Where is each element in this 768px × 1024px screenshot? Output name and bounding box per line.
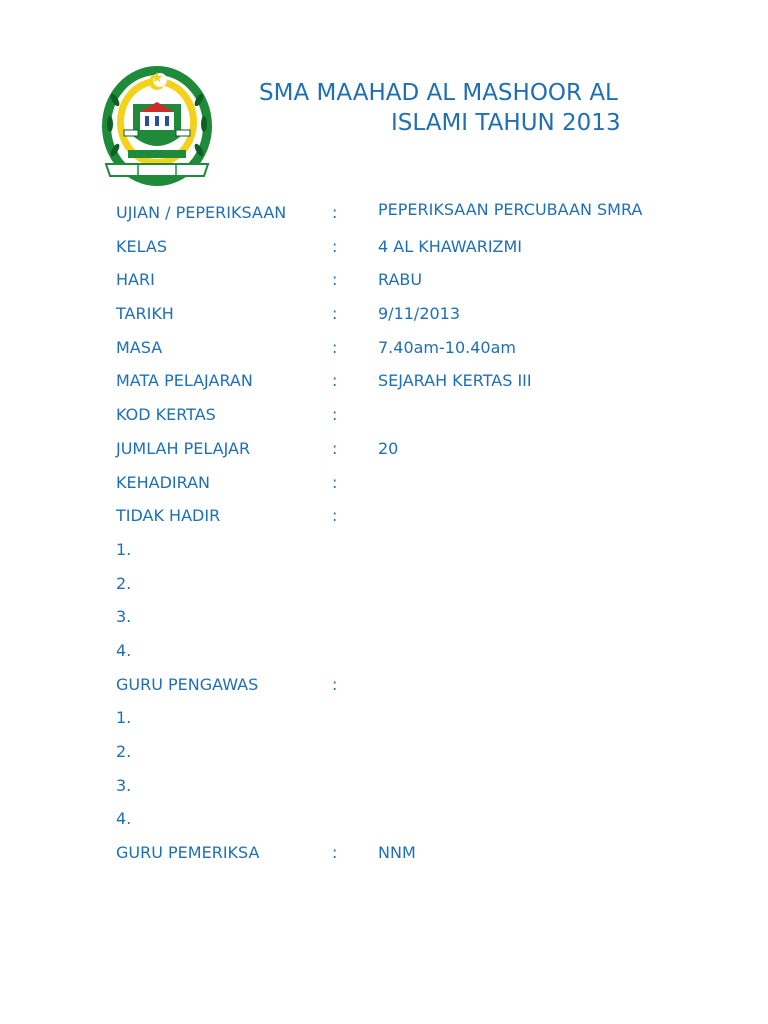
form-row-value: 20 [378,438,399,458]
form-row-label: GURU PEMERIKSA [116,843,260,863]
form-row [116,567,736,601]
form-row-value: PEPERIKSAAN PERCUBAAN SMRA [378,200,643,219]
form-row-label: 2. [116,742,132,761]
form-row-value: NNM [378,843,416,863]
form-row-value: RABU [378,270,423,290]
form-row-colon: : [332,270,338,290]
form-row-colon: : [332,203,338,222]
form-row [116,634,736,668]
form-row-label: 3. [116,607,132,627]
form-row [116,701,736,735]
form-row [116,196,736,230]
form-row-value: 9/11/2013 [378,304,461,324]
form-row-colon: : [332,506,338,526]
school-crest-logo [100,64,214,188]
page-title [235,78,685,138]
form-row [116,297,736,331]
form-row-label: JUMLAH PELAJAR [116,438,251,458]
form-row-colon: : [332,371,338,391]
form-row-colon: : [332,472,338,492]
exam-details-form [116,196,736,870]
form-row-colon: : [332,405,338,425]
form-row-label: TIDAK HADIR [116,506,221,526]
form-row [116,533,736,567]
form-row [116,466,736,500]
form-row-label: 1. [116,708,132,728]
form-row [116,398,736,432]
form-row-label: 4. [116,640,132,660]
form-row-label: UJIAN / PEPERIKSAAN [116,203,287,222]
form-row [116,331,736,365]
form-row-label: TARIKH [116,304,174,324]
form-row [116,364,736,398]
form-row-value: 4 AL KHAWARIZMI [378,236,523,256]
form-row-label: 1. [116,539,132,559]
form-row [116,499,736,533]
school-crest-icon [100,64,214,188]
form-row [116,230,736,264]
form-row [116,769,736,803]
title-line-1: SMA MAAHAD AL MASHOOR AL [259,80,618,106]
form-row-label: KOD KERTAS [116,405,216,425]
form-row [116,432,736,466]
form-row-label: KEHADIRAN [116,472,210,492]
form-row [116,836,736,870]
form-row-label: HARI [116,270,155,290]
form-row-label: 2. [116,573,132,593]
form-row [116,735,736,769]
form-row-colon: : [332,438,338,458]
form-row [116,802,736,836]
form-row [116,668,736,702]
form-row-value: 7.40am-10.40am [378,337,516,357]
form-row-label: MATA PELAJARAN [116,371,253,391]
form-row-label: KELAS [116,236,167,256]
form-row-colon: : [332,674,338,694]
form-row-label: GURU PENGAWAS [116,674,259,694]
form-row-label: 3. [116,775,132,795]
form-row-label: MASA [116,337,163,357]
form-row-colon: : [332,304,338,324]
form-row [116,263,736,297]
form-row [116,600,736,634]
form-row-colon: : [332,843,338,863]
form-row-label: 4. [116,809,132,829]
title-line-2: ISLAMI TAHUN 2013 [391,110,621,136]
form-row-value: SEJARAH KERTAS III [378,371,532,391]
form-row-colon: : [332,337,338,357]
form-row-colon: : [332,236,338,256]
